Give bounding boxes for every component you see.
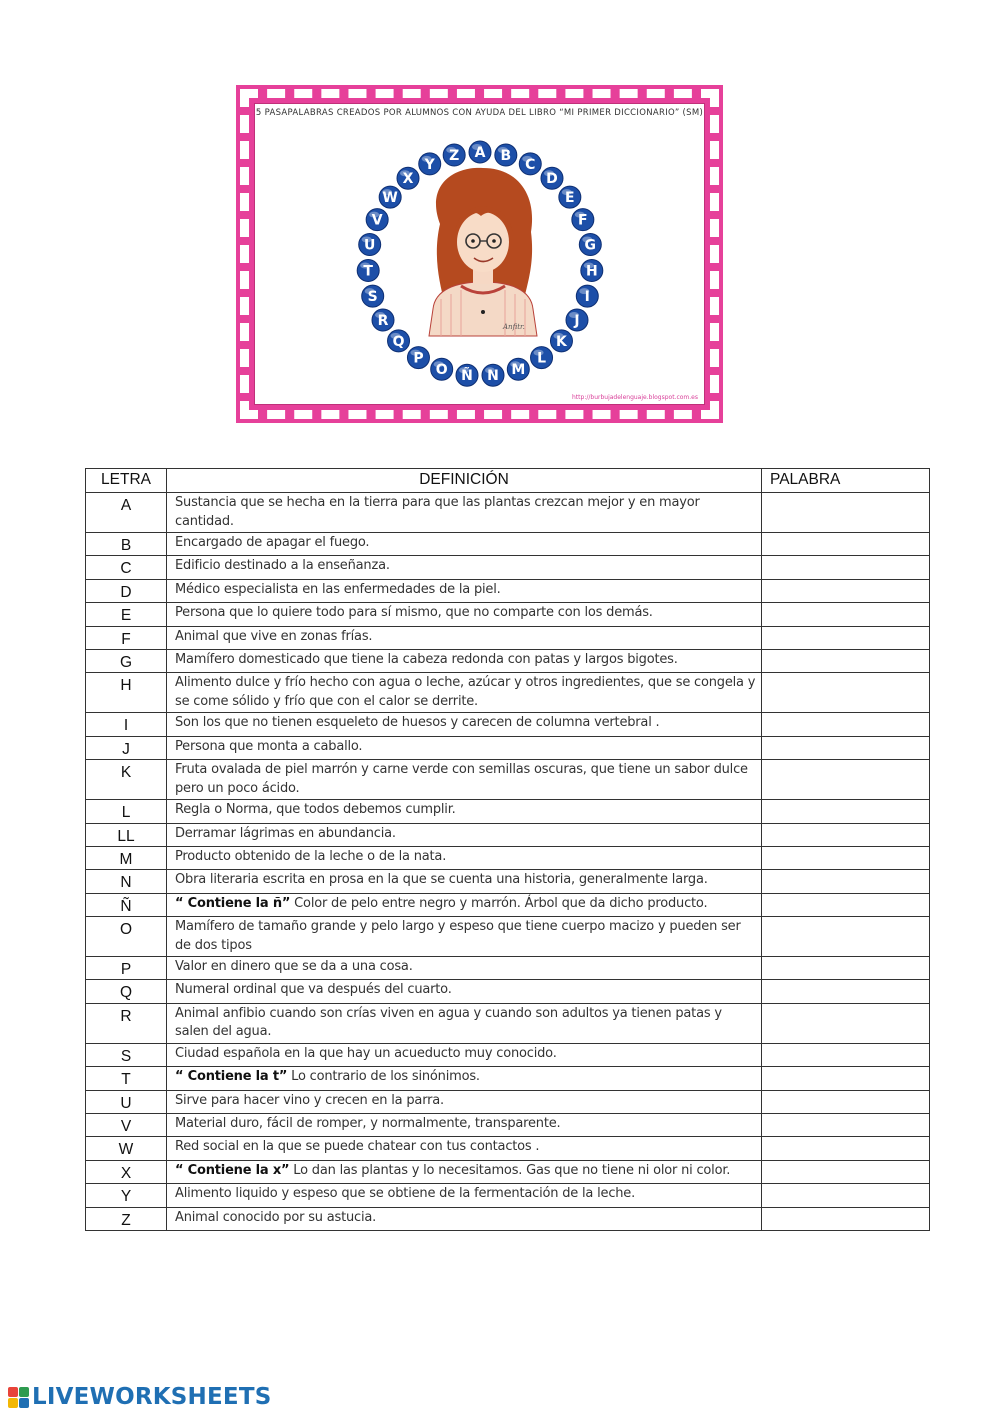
row-definition xyxy=(167,1090,762,1113)
row-definition xyxy=(167,713,762,736)
row-letter: U xyxy=(86,1090,167,1113)
row-answer-field[interactable] xyxy=(762,893,930,916)
row-definition-text: Material duro, fácil de romper, y normalmente, transparente. xyxy=(175,1116,561,1132)
wheel-letter xyxy=(456,364,478,386)
wheel-letter xyxy=(482,364,504,386)
row-answer-field[interactable] xyxy=(762,1137,930,1160)
wheel-letter-text: E xyxy=(565,190,575,207)
table-row xyxy=(86,603,930,626)
header-definition: DEFINICIÓN xyxy=(167,469,762,493)
table-row xyxy=(86,1090,930,1113)
row-answer-field[interactable] xyxy=(762,1184,930,1207)
row-definition-text: Alimento dulce y frío hecho con agua o leche, azúcar y otros ingredientes, que se congela y se come sólido y frío que con el calor se derrite. xyxy=(175,675,756,709)
table-row xyxy=(86,649,930,672)
table-row xyxy=(86,493,930,533)
wheel-letter-text: I xyxy=(584,289,590,306)
row-answer-field[interactable] xyxy=(762,579,930,602)
table-row xyxy=(86,846,930,869)
row-definition-text: Color de pelo entre negro y marrón. Árbol que da dicho producto. xyxy=(290,895,708,911)
row-definition-text: Alimento liquido y espeso que se obtiene de la fermentación de la leche. xyxy=(175,1186,636,1202)
row-definition-text: Producto obtenido de la leche o de la nata. xyxy=(175,848,447,864)
row-definition xyxy=(167,673,762,713)
table-row xyxy=(86,736,930,759)
row-letter: G xyxy=(86,649,167,672)
row-letter: P xyxy=(86,957,167,980)
row-answer-field[interactable] xyxy=(762,1160,930,1183)
row-answer-field[interactable] xyxy=(762,493,930,533)
wheel-letter-text: N xyxy=(487,368,499,385)
wheel-letter xyxy=(531,347,553,369)
row-definition-text: Valor en dinero que se da a una cosa. xyxy=(175,959,413,975)
row-definition xyxy=(167,649,762,672)
row-letter: X xyxy=(86,1160,167,1183)
banner-url: http://burbujadelenguaje.blogspot.com.es xyxy=(572,394,698,401)
wheel-letter-text: U xyxy=(364,237,376,254)
row-letter: D xyxy=(86,579,167,602)
row-answer-field[interactable] xyxy=(762,1090,930,1113)
row-definition xyxy=(167,556,762,579)
row-letter: M xyxy=(86,846,167,869)
table-row xyxy=(86,800,930,823)
row-definition xyxy=(167,917,762,957)
row-definition-text: Animal que vive en zonas frías. xyxy=(175,628,373,644)
wheel-letter-text: V xyxy=(371,212,383,229)
table-row xyxy=(86,1003,930,1043)
table-row xyxy=(86,823,930,846)
pasapalabra-table xyxy=(85,468,930,1231)
row-letter: L xyxy=(86,800,167,823)
row-answer-field[interactable] xyxy=(762,957,930,980)
row-definition-text: Regla o Norma, que todos debemos cumplir. xyxy=(175,802,456,818)
wheel-letter xyxy=(581,260,603,282)
logo-square-2 xyxy=(19,1387,29,1397)
wheel-letter xyxy=(541,167,563,189)
wheel-letter xyxy=(372,309,394,331)
row-answer-field[interactable] xyxy=(762,736,930,759)
row-definition xyxy=(167,800,762,823)
wheel-letter-text: L xyxy=(537,350,547,367)
row-answer-field[interactable] xyxy=(762,533,930,556)
row-definition-text: Encargado de apagar el fuego. xyxy=(175,535,370,550)
wheel-letter xyxy=(495,144,517,166)
row-definition-text: Red social en la que se puede chatear con tus contactos . xyxy=(175,1139,540,1155)
row-answer-field[interactable] xyxy=(762,1043,930,1066)
wheel-letter xyxy=(576,285,598,307)
table-row xyxy=(86,1184,930,1207)
wheel-letter xyxy=(519,153,541,175)
row-definition xyxy=(167,1043,762,1066)
wheel-letter xyxy=(362,285,384,307)
wheel-letter-text: W xyxy=(382,190,398,207)
row-answer-field[interactable] xyxy=(762,1207,930,1230)
table-row xyxy=(86,533,930,556)
row-letter: W xyxy=(86,1137,167,1160)
row-answer-field[interactable] xyxy=(762,603,930,626)
wheel-letter-text: M xyxy=(511,362,526,379)
row-letter: J xyxy=(86,736,167,759)
row-definition xyxy=(167,1184,762,1207)
wheel-letter-text: Y xyxy=(424,156,435,173)
row-answer-field[interactable] xyxy=(762,870,930,893)
row-letter: LL xyxy=(86,823,167,846)
row-letter: S xyxy=(86,1043,167,1066)
row-definition xyxy=(167,533,762,556)
row-definition xyxy=(167,823,762,846)
logo-square-4 xyxy=(19,1398,29,1408)
letter-wheel xyxy=(255,104,706,406)
table-row xyxy=(86,626,930,649)
row-definition-text: Mamífero domesticado que tiene la cabeza redonda con patas y largos bigotes. xyxy=(175,651,678,667)
wheel-letter-text: X xyxy=(402,171,414,188)
row-definition-text: Lo dan las plantas y lo necesitamos. Gas que no tiene ni olor ni color. xyxy=(289,1162,731,1178)
row-letter: Y xyxy=(86,1184,167,1207)
wheel-letter-text: A xyxy=(474,145,486,161)
header-letter: LETRA xyxy=(86,469,167,493)
table-row xyxy=(86,917,930,957)
row-definition xyxy=(167,626,762,649)
table-row xyxy=(86,556,930,579)
wheel-letter-text: K xyxy=(556,333,567,350)
pasapalabra-banner xyxy=(236,85,723,423)
row-definition xyxy=(167,1067,762,1090)
row-definition-text: Animal conocido por su astucia. xyxy=(175,1209,377,1225)
row-answer-field[interactable] xyxy=(762,1114,930,1137)
table-row xyxy=(86,673,930,713)
row-answer-field[interactable] xyxy=(762,846,930,869)
row-definition xyxy=(167,760,762,800)
liveworksheets-logo-icon xyxy=(8,1387,29,1408)
row-hint: “ Contiene la ñ” xyxy=(175,895,291,911)
table-row xyxy=(86,980,930,1003)
row-letter: H xyxy=(86,673,167,713)
wheel-letter xyxy=(388,330,410,352)
wheel-letter-text: R xyxy=(377,313,389,329)
wheel-letter-text: G xyxy=(584,237,597,254)
liveworksheets-logo-text: LIVEWORKSHEETS xyxy=(32,1384,272,1410)
row-letter: A xyxy=(86,493,167,533)
row-definition-text: Persona que lo quiere todo para sí mismo, que no comparte con los demás. xyxy=(175,605,653,621)
row-letter: E xyxy=(86,603,167,626)
row-definition-text: Lo contrario de los sinónimos. xyxy=(287,1069,480,1085)
table-row xyxy=(86,760,930,800)
wheel-letter-text: O xyxy=(435,362,448,379)
row-definition xyxy=(167,493,762,533)
wheel-letter-text: Z xyxy=(449,148,460,165)
footer-logo xyxy=(8,1382,271,1412)
table-header-row xyxy=(86,469,930,493)
table-row xyxy=(86,1137,930,1160)
table-row xyxy=(86,957,930,980)
row-definition xyxy=(167,1160,762,1183)
row-letter: R xyxy=(86,1003,167,1043)
row-letter: T xyxy=(86,1067,167,1090)
table-row xyxy=(86,1114,930,1137)
row-definition-text: Mamífero de tamaño grande y pelo largo y espeso que tiene cuerpo macizo y pueden ser de dos tipos xyxy=(175,919,741,953)
wheel-letter xyxy=(397,167,419,189)
table-row xyxy=(86,579,930,602)
wheel-letter xyxy=(572,209,594,231)
row-definition xyxy=(167,893,762,916)
row-definition xyxy=(167,980,762,1003)
row-answer-field[interactable] xyxy=(762,556,930,579)
row-letter: K xyxy=(86,760,167,800)
row-definition xyxy=(167,1114,762,1137)
row-answer-field[interactable] xyxy=(762,673,930,713)
wheel-letter xyxy=(469,141,491,163)
row-definition xyxy=(167,1207,762,1230)
row-answer-field[interactable] xyxy=(762,917,930,957)
wheel-letter xyxy=(379,186,401,208)
wheel-letter-text: P xyxy=(413,350,424,367)
wheel-letter xyxy=(579,234,601,256)
row-letter: I xyxy=(86,713,167,736)
row-definition-text: Médico especialista en las enfermedades de la piel. xyxy=(175,581,501,597)
wheel-letter-text: C xyxy=(525,156,536,173)
row-definition xyxy=(167,1003,762,1043)
row-definition xyxy=(167,603,762,626)
row-letter: C xyxy=(86,556,167,579)
row-answer-field[interactable] xyxy=(762,1067,930,1090)
table-row xyxy=(86,1160,930,1183)
logo-square-1 xyxy=(8,1387,18,1397)
row-definition-text: Edificio destinado a la enseñanza. xyxy=(175,558,390,574)
wheel-letter xyxy=(357,260,379,282)
wheel-letter xyxy=(443,144,465,166)
row-hint: “ Contiene la x” xyxy=(175,1162,290,1178)
row-definition xyxy=(167,957,762,980)
row-definition xyxy=(167,846,762,869)
banner-panel xyxy=(254,103,705,405)
row-definition-text: Ciudad española en la que hay un acueducto muy conocido. xyxy=(175,1045,557,1061)
row-answer-field[interactable] xyxy=(762,980,930,1003)
table-row xyxy=(86,870,930,893)
wheel-letter xyxy=(407,347,429,369)
row-definition-text: Sustancia que se hecha en la tierra para que las plantas crezcan mejor y en mayor cantidad. xyxy=(175,495,700,529)
row-letter: N xyxy=(86,870,167,893)
illustration-signature: Anfitr. xyxy=(503,323,525,331)
wheel-letter xyxy=(507,358,529,380)
row-answer-field[interactable] xyxy=(762,713,930,736)
table-row xyxy=(86,1043,930,1066)
wheel-letter-text: S xyxy=(367,289,378,306)
girl-illustration xyxy=(429,168,537,336)
wheel-letter xyxy=(431,358,453,380)
row-answer-field[interactable] xyxy=(762,649,930,672)
table-row xyxy=(86,1207,930,1230)
row-definition-text: Persona que monta a caballo. xyxy=(175,738,363,754)
logo-square-3 xyxy=(8,1398,18,1408)
wheel-letter xyxy=(559,186,581,208)
row-hint: “ Contiene la t” xyxy=(175,1069,288,1085)
wheel-letter xyxy=(366,209,388,231)
row-definition-text: Derramar lágrimas en abundancia. xyxy=(175,825,396,841)
row-answer-field[interactable] xyxy=(762,823,930,846)
banner-title: 5 PASAPALABRAS CREADOS POR ALUMNOS CON AYUDA DEL LIBRO “MI PRIMER DICCIONARIO” (SM) xyxy=(255,108,704,118)
row-letter: Z xyxy=(86,1207,167,1230)
row-letter: B xyxy=(86,533,167,556)
wheel-letter xyxy=(419,153,441,175)
row-answer-field[interactable] xyxy=(762,800,930,823)
row-definition-text: Son los que no tienen esqueleto de huesos y carecen de columna vertebral . xyxy=(175,715,660,731)
row-definition-text: Animal anfibio cuando son crías viven en agua y cuando son adultos ya tienen patas y salen del agua. xyxy=(175,1005,722,1040)
row-letter: Q xyxy=(86,980,167,1003)
row-definition-text: Sirve para hacer vino y crecen en la parra. xyxy=(175,1092,444,1108)
table-row xyxy=(86,713,930,736)
row-definition xyxy=(167,579,762,602)
wheel-letter-text: D xyxy=(546,171,558,188)
row-definition xyxy=(167,1137,762,1160)
wheel-letter-text: Ñ xyxy=(461,368,473,385)
row-definition-text: Obra literaria escrita en prosa en la que se cuenta una historia, generalmente larga. xyxy=(175,872,708,888)
wheel-letter-text: B xyxy=(500,148,512,165)
wheel-letter xyxy=(566,309,588,331)
row-letter: Ñ xyxy=(86,893,167,916)
row-answer-field[interactable] xyxy=(762,1003,930,1043)
row-answer-field[interactable] xyxy=(762,626,930,649)
row-definition xyxy=(167,870,762,893)
row-definition-text: Numeral ordinal que va después del cuarto. xyxy=(175,982,452,998)
wheel-letter-text: T xyxy=(363,263,373,280)
wheel-letter-text: F xyxy=(578,212,588,229)
row-definition xyxy=(167,736,762,759)
table-row xyxy=(86,1067,930,1090)
table-row xyxy=(86,893,930,916)
wheel-letter-text: H xyxy=(585,263,598,280)
wheel-letter-text: Q xyxy=(392,333,405,350)
wheel-letter xyxy=(359,234,381,256)
row-letter: V xyxy=(86,1114,167,1137)
row-letter: O xyxy=(86,917,167,957)
row-answer-field[interactable] xyxy=(762,760,930,800)
row-definition-text: Fruta ovalada de piel marrón y carne verde con semillas oscuras, que tiene un sabor dulce pero un poco ácido. xyxy=(175,762,748,796)
wheel-letter-text: J xyxy=(574,313,580,329)
row-letter: F xyxy=(86,626,167,649)
wheel-letter xyxy=(550,330,572,352)
header-word: PALABRA xyxy=(762,469,930,493)
